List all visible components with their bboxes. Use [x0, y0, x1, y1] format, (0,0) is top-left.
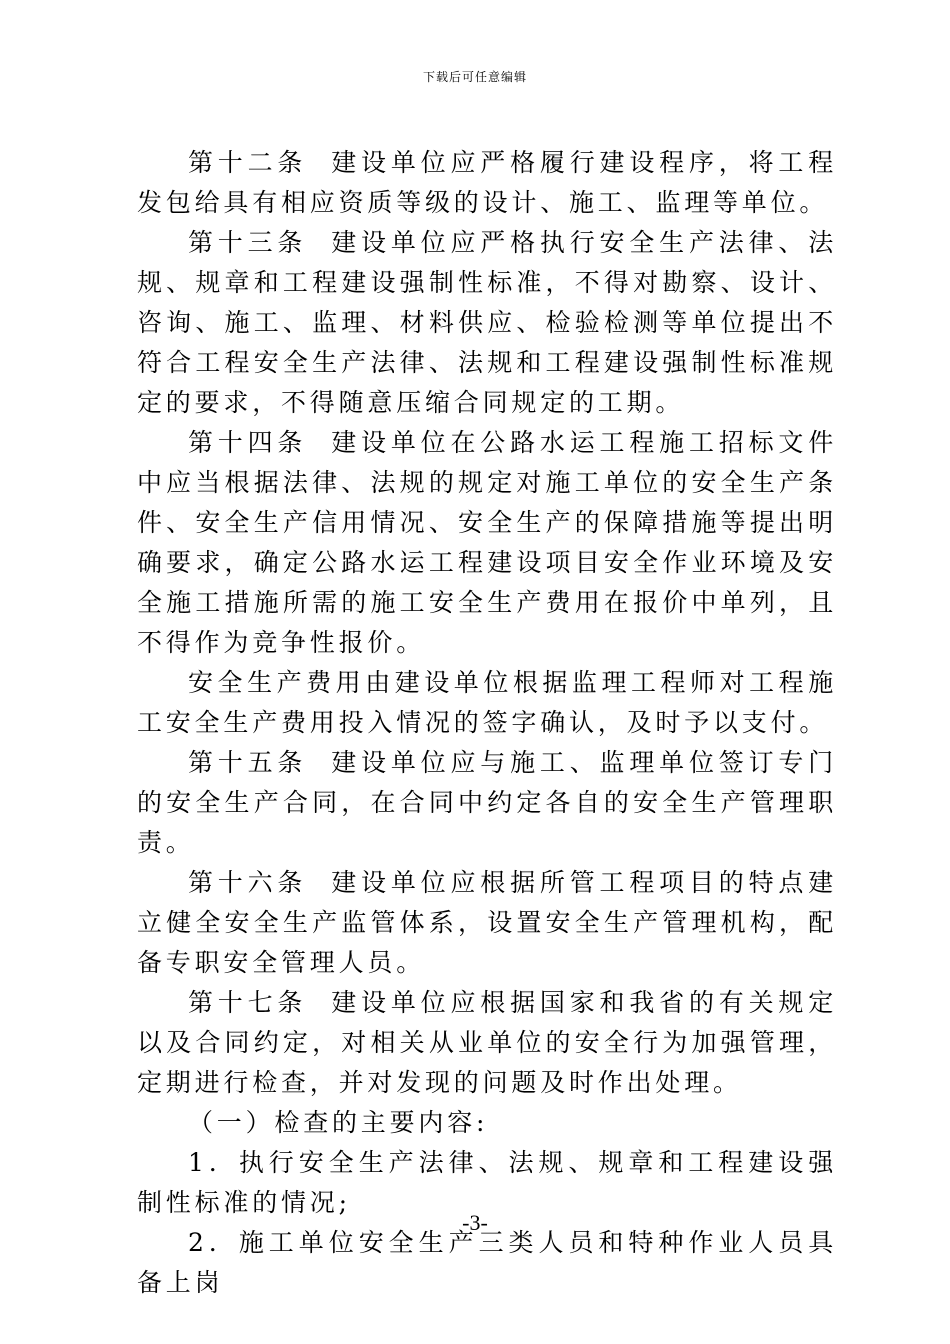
article-12: [137, 143, 837, 223]
paragraph-text: 2．施工单位安全生产三类人员和特种作业人员具备上岗: [137, 1228, 837, 1297]
article-text: 建设单位应严格执行安全生产法律、法规、规章和工程建设强制性标准，不得对勘察、设计、咨询、施工、监理、材料供应、检验检测等单位提出不符合工程安全生产法律、法规和工程建设强制性标准规定的要求，不得随意压缩合同规定的工期。: [137, 228, 838, 417]
article-text: 建设单位在公路水运工程施工招标文件中应当根据法律、法规的规定对施工单位的安全生产条件、安全生产信用情况、安全生产的保障措施等提出明确要求，确定公路水运工程建设项目安全作业环境及安全施工措施所需的施工安全生产费用在报价中单列，且不得作为竞争性报价。: [137, 428, 838, 657]
article-label: 第十五条: [188, 748, 308, 777]
section-heading: [137, 1103, 837, 1143]
article-label: 第十二条: [188, 148, 308, 177]
article-13: [137, 223, 837, 423]
article-17: [137, 983, 837, 1103]
page-number: -3-: [462, 1210, 488, 1235]
document-body: [137, 143, 837, 1303]
paragraph-text: 安全生产费用由建设单位根据监理工程师对工程施工安全生产费用投入情况的签字确认，及时予以支付。: [137, 668, 837, 737]
article-label: 第十三条: [188, 228, 308, 257]
paragraph-text: 1．执行安全生产法律、法规、规章和工程建设强制性标准的情况;: [137, 1148, 837, 1217]
article-15: [137, 743, 837, 863]
article-label: 第十四条: [188, 428, 308, 457]
article-14: [137, 423, 837, 663]
article-text: 建设单位应根据国家和我省的有关规定以及合同约定，对相关从业单位的安全行为加强管理，定期进行检查，并对发现的问题及时作出处理。: [137, 988, 838, 1097]
article-16: [137, 863, 837, 983]
article-label: 第十六条: [188, 868, 308, 897]
article-text: 建设单位应与施工、监理单位签订专门的安全生产合同，在合同中约定各自的安全生产管理职责。: [137, 748, 838, 857]
article-label: 第十七条: [188, 988, 308, 1017]
paragraph-text: （一）检查的主要内容:: [188, 1108, 489, 1137]
article-text: 建设单位应根据所管工程项目的特点建立健全安全生产监管体系，设置安全生产管理机构，配备专职安全管理人员。: [137, 868, 838, 977]
header-note: 下载后可任意编辑: [422, 70, 527, 84]
article-text: 建设单位应严格履行建设程序，将工程发包给具有相应资质等级的设计、施工、监理等单位。: [137, 148, 838, 217]
safety-cost-paragraph: [137, 663, 837, 743]
